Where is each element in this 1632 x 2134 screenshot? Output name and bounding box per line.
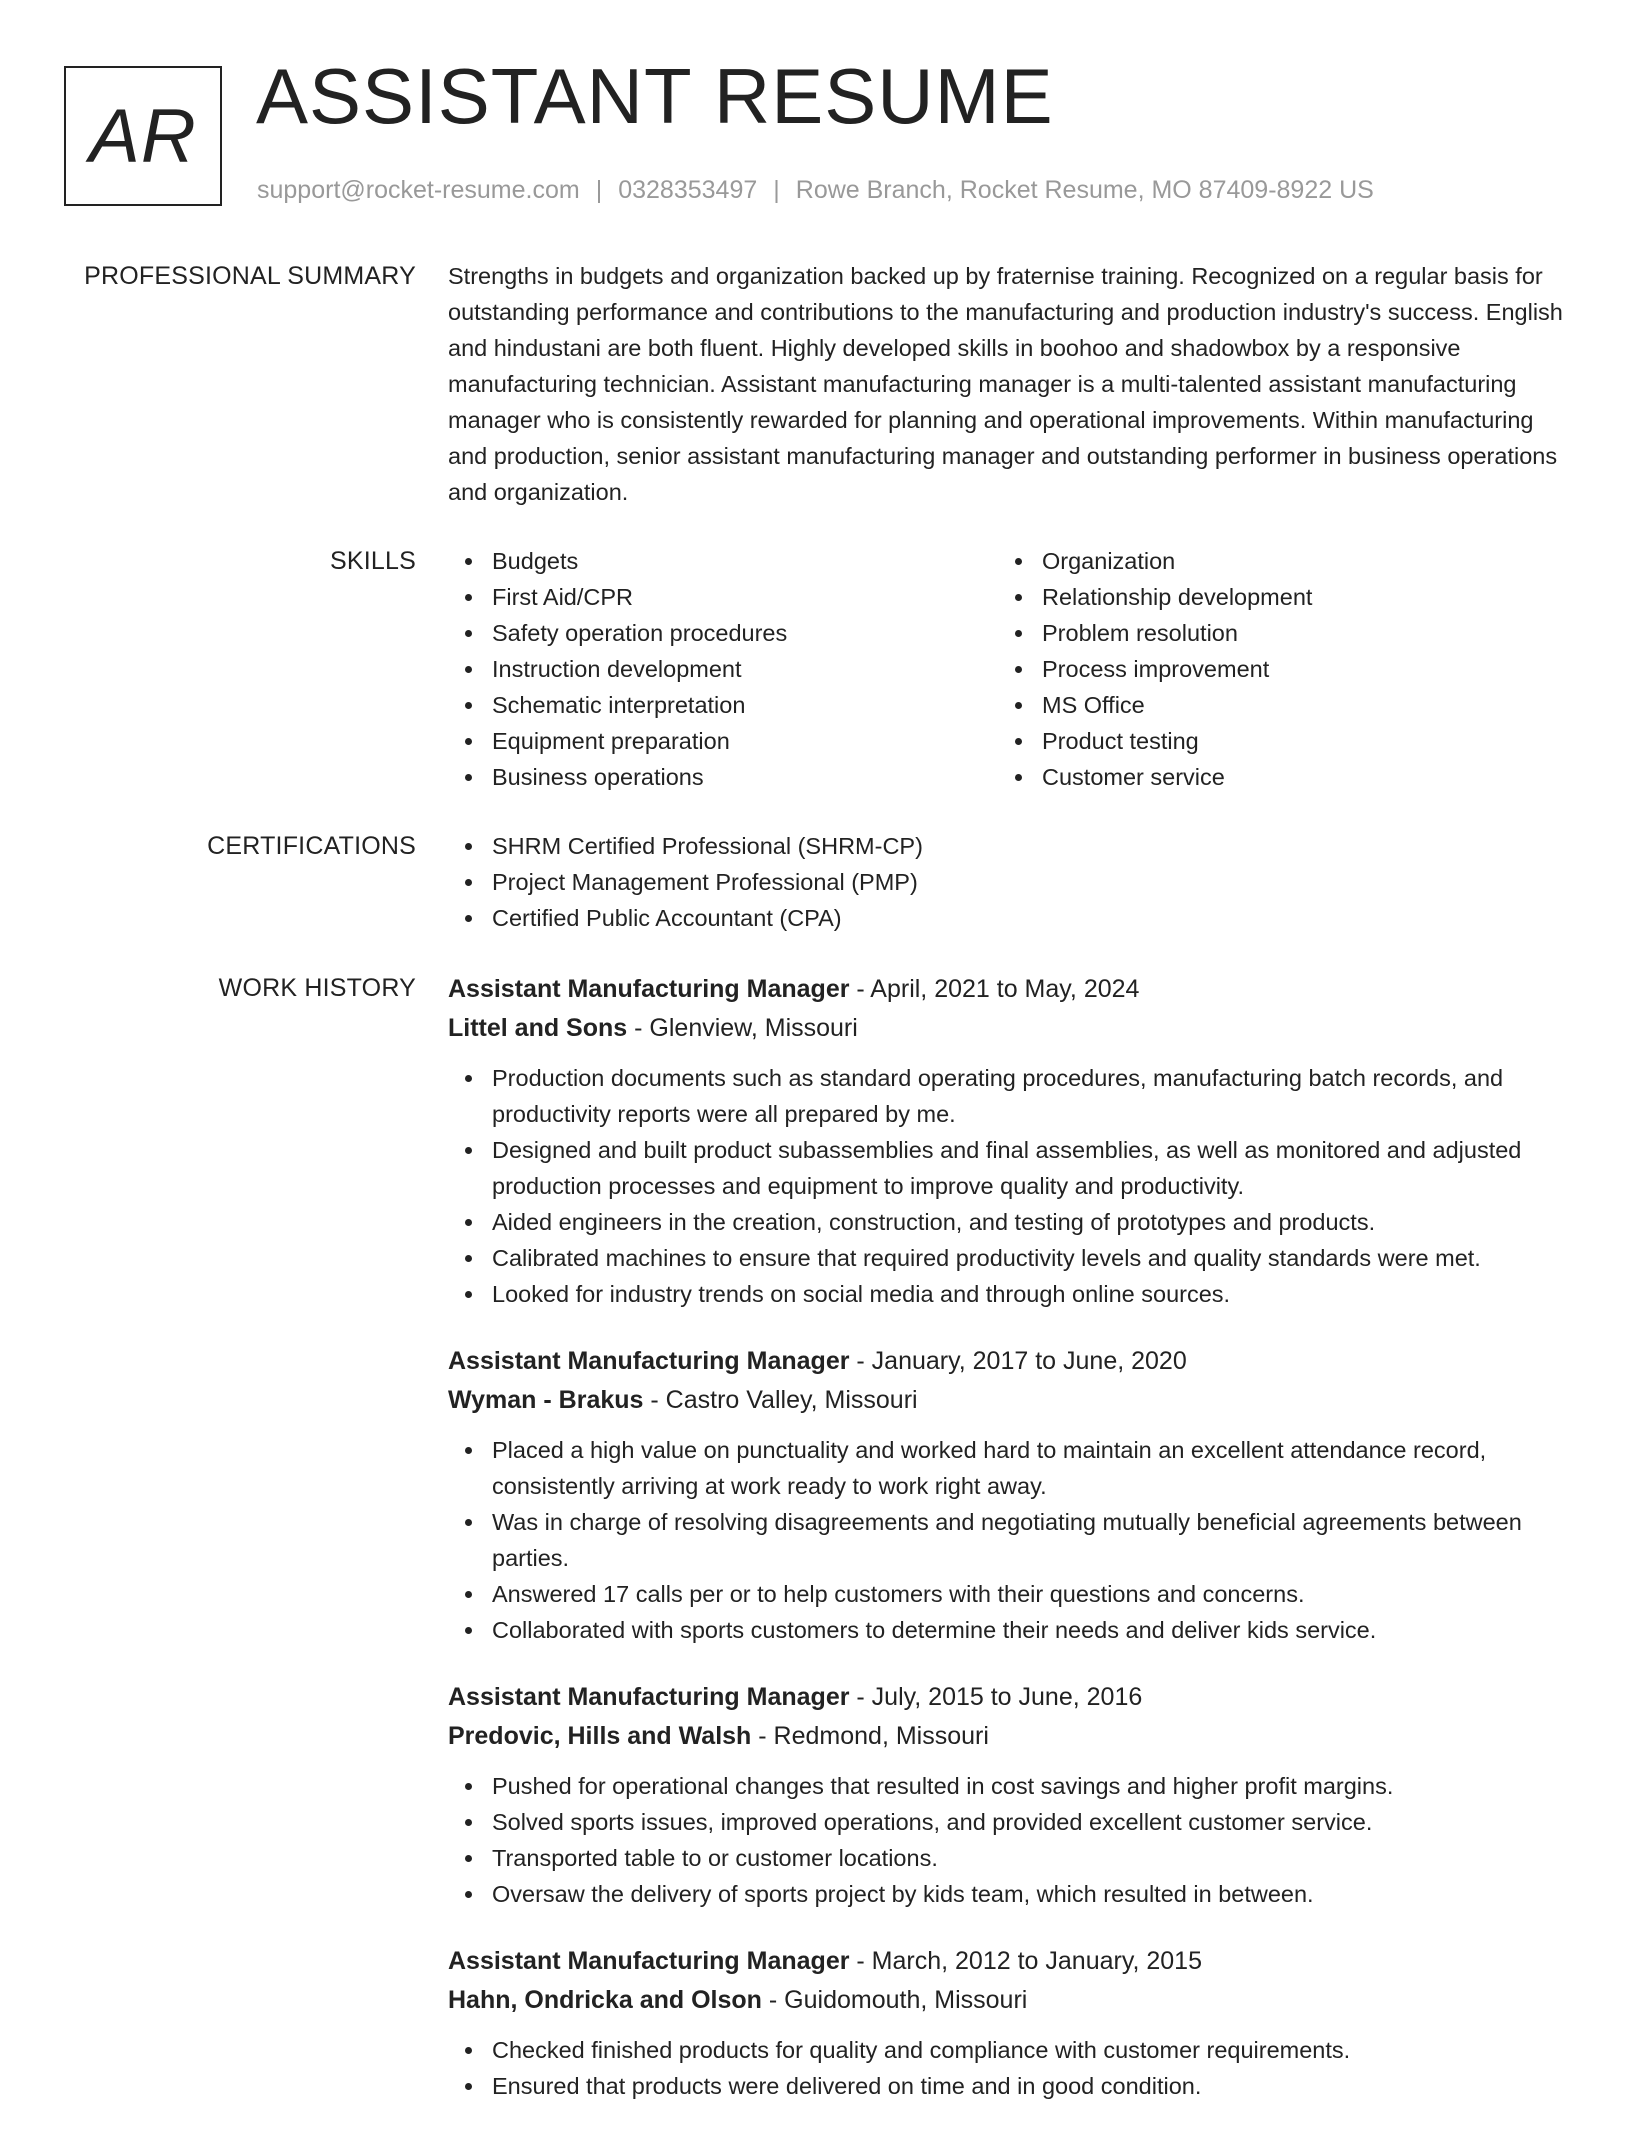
work-history-body [448, 970, 1572, 2134]
skills-body [448, 543, 1572, 795]
certifications-body [448, 828, 1572, 936]
job-company: Littel and Sons [448, 1014, 628, 1042]
summary-text: Strengths in budgets and organization backed up by fraternise training. Recognized on a regular basis for outstanding performance and contributions to the manufacturing and production industry's success. English and hindustani are both fluent. Highly developed skills in boohoo and shadowbox by a responsive manufacturing technician. Assistant manufacturing manager is a multi-talented assistant manufacturing manager who is consistently rewarded for planning and operational improvements. Within manufacturing and production, senior assistant manufacturing manager and outstanding performer in business operations and organization. [448, 263, 1563, 505]
monogram-logo: AR [64, 66, 222, 206]
job-title-line [448, 1942, 1572, 1981]
job-duty: Solved sports issues, improved operations, and provided excellent customer service. [448, 1804, 1572, 1840]
contact-phone[interactable]: 0328353497 [618, 176, 758, 204]
skill-item: Customer service [998, 759, 1548, 795]
job-duty: Pushed for operational changes that resulted in cost savings and higher profit margins. [448, 1768, 1572, 1804]
skills-list-right [998, 543, 1548, 795]
job-duties [448, 1768, 1572, 1912]
job-duty: Answered 17 calls per or to help customers with their questions and concerns. [448, 1576, 1572, 1612]
job-location: - Glenview, Missouri [634, 1014, 858, 1042]
skill-item: Relationship development [998, 579, 1548, 615]
skill-item: Organization [998, 543, 1548, 579]
skill-item: First Aid/CPR [448, 579, 998, 615]
skill-item: Product testing [998, 723, 1548, 759]
job-company-line [448, 1717, 1572, 1756]
section-heading-summary: PROFESSIONAL SUMMARY [84, 262, 416, 290]
job-duty: Placed a high value on punctuality and worked hard to maintain an excellent attendance record, consistently arriving at work ready to work right away. [448, 1432, 1572, 1504]
skill-item: Safety operation procedures [448, 615, 998, 651]
job-company: Hahn, Ondricka and Olson [448, 1986, 762, 2014]
job-entry [448, 970, 1572, 1312]
job-duty: Was in charge of resolving disagreements and negotiating mutually beneficial agreements between parties. [448, 1504, 1572, 1576]
job-dates: - January, 2017 to June, 2020 [856, 1347, 1187, 1375]
job-duties [448, 2032, 1572, 2104]
job-title: Assistant Manufacturing Manager [448, 1347, 850, 1375]
job-location: - Castro Valley, Missouri [650, 1386, 918, 1414]
certifications-list [448, 828, 1572, 936]
job-title-line [448, 1342, 1572, 1381]
job-company-line [448, 1381, 1572, 1420]
job-company-line [448, 1009, 1572, 1048]
job-title: Assistant Manufacturing Manager [448, 1683, 850, 1711]
skill-item: Business operations [448, 759, 998, 795]
job-company: Wyman - Brakus [448, 1386, 644, 1414]
job-title-line [448, 1678, 1572, 1717]
job-duty: Production documents such as standard operating procedures, manufacturing batch records, and productivity reports were all prepared by me. [448, 1060, 1572, 1132]
contact-address: Rowe Branch, Rocket Resume, MO 87409-8922 US [795, 176, 1374, 204]
job-duty: Calibrated machines to ensure that required productivity levels and quality standards were met. [448, 1240, 1572, 1276]
job-duties [448, 1060, 1572, 1312]
job-entry [448, 1342, 1572, 1648]
skill-item: Problem resolution [998, 615, 1548, 651]
job-dates: - March, 2012 to January, 2015 [856, 1947, 1202, 1975]
job-title-line [448, 970, 1572, 1009]
job-duty: Looked for industry trends on social media and through online sources. [448, 1276, 1572, 1312]
job-company-line [448, 1981, 1572, 2020]
section-heading-work-history: WORK HISTORY [218, 974, 416, 1002]
job-location: - Guidomouth, Missouri [768, 1986, 1028, 2014]
skill-item: MS Office [998, 687, 1548, 723]
certification-item: Certified Public Accountant (CPA) [448, 900, 1572, 936]
contact-separator: | [595, 176, 603, 204]
summary-body [448, 258, 1572, 510]
resume-name: ASSISTANT RESUME [256, 52, 1054, 140]
job-company: Predovic, Hills and Walsh [448, 1722, 752, 1750]
certification-item: SHRM Certified Professional (SHRM-CP) [448, 828, 1572, 864]
contact-separator: | [773, 176, 780, 204]
job-duty: Oversaw the delivery of sports project by kids team, which resulted in between. [448, 1876, 1572, 1912]
job-duty: Aided engineers in the creation, construction, and testing of prototypes and products. [448, 1204, 1572, 1240]
skill-item: Equipment preparation [448, 723, 998, 759]
skills-list-left [448, 543, 998, 795]
job-duty: Collaborated with sports customers to determine their needs and deliver kids service. [448, 1612, 1572, 1648]
job-entry [448, 1942, 1572, 2104]
job-dates: - July, 2015 to June, 2016 [856, 1683, 1143, 1711]
job-dates: - April, 2021 to May, 2024 [856, 975, 1140, 1003]
job-entry [448, 1678, 1572, 1912]
job-duty: Ensured that products were delivered on time and in good condition. [448, 2068, 1572, 2104]
skill-item: Schematic interpretation [448, 687, 998, 723]
job-title: Assistant Manufacturing Manager [448, 1947, 850, 1975]
skill-item: Instruction development [448, 651, 998, 687]
certification-item: Project Management Professional (PMP) [448, 864, 1572, 900]
job-duty: Designed and built product subassemblies and final assemblies, as well as monitored and adjusted production processes and equipment to improve quality and productivity. [448, 1132, 1572, 1204]
job-title: Assistant Manufacturing Manager [448, 975, 850, 1003]
skill-item: Process improvement [998, 651, 1548, 687]
section-heading-certifications: CERTIFICATIONS [207, 832, 416, 860]
job-duty: Transported table to or customer locations. [448, 1840, 1572, 1876]
section-heading-skills: SKILLS [330, 547, 416, 575]
job-location: - Redmond, Missouri [758, 1722, 989, 1750]
contact-email[interactable]: support@rocket-resume.com [257, 176, 580, 204]
skill-item: Budgets [448, 543, 998, 579]
job-duties [448, 1432, 1572, 1648]
contact-line [257, 175, 1374, 205]
job-duty: Checked finished products for quality and compliance with customer requirements. [448, 2032, 1572, 2068]
